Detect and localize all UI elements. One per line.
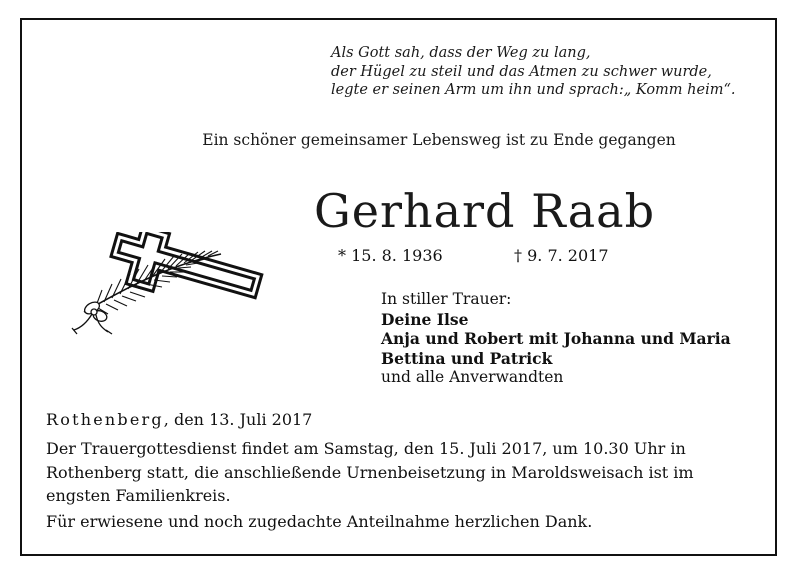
mourner-name: Bettina und Patrick bbox=[381, 348, 553, 368]
service-info bbox=[46, 437, 736, 508]
mourners-intro: In stiller Trauer: bbox=[381, 290, 512, 308]
thanks-text: Für erwiesene und noch zugedachte Anteilnahme herzlichen Dank. bbox=[46, 512, 593, 531]
service-line: Der Trauergottesdienst findet am Samstag, den 15. Juli 2017, um 10.30 Uhr in bbox=[46, 439, 686, 458]
place-name: Rothenberg bbox=[46, 410, 164, 429]
mourner-name: Anja und Robert mit Johanna und Maria bbox=[381, 329, 731, 348]
subtitle: Ein schöner gemeinsamer Lebensweg ist zu Ende gegangen bbox=[202, 131, 676, 149]
service-line: engsten Familienkreis. bbox=[46, 486, 231, 505]
poem-line: legte er seinen Arm um ihn und sprach:„ Komm heim“. bbox=[331, 82, 736, 98]
mourners-list bbox=[381, 290, 731, 388]
deceased-name: Gerhard Raab bbox=[314, 184, 656, 238]
notice-date: , den 13. Juli 2017 bbox=[163, 410, 313, 429]
death-date: † 9. 7. 2017 bbox=[514, 246, 609, 265]
poem bbox=[331, 44, 771, 100]
cross-with-palm-icon bbox=[56, 232, 286, 342]
place-date bbox=[46, 410, 312, 429]
mourner-name: Deine Ilse bbox=[381, 309, 469, 329]
service-line: Rothenberg statt, die anschließende Urnenbeisetzung in Maroldsweisach ist im bbox=[46, 462, 694, 482]
poem-line: der Hügel zu steil und das Atmen zu schwer wurde, bbox=[331, 63, 712, 80]
mourners-closing: und alle Anverwandten bbox=[381, 368, 564, 386]
birth-date: * 15. 8. 1936 bbox=[338, 246, 443, 265]
poem-line: Als Gott sah, dass der Weg zu lang, bbox=[331, 45, 591, 61]
